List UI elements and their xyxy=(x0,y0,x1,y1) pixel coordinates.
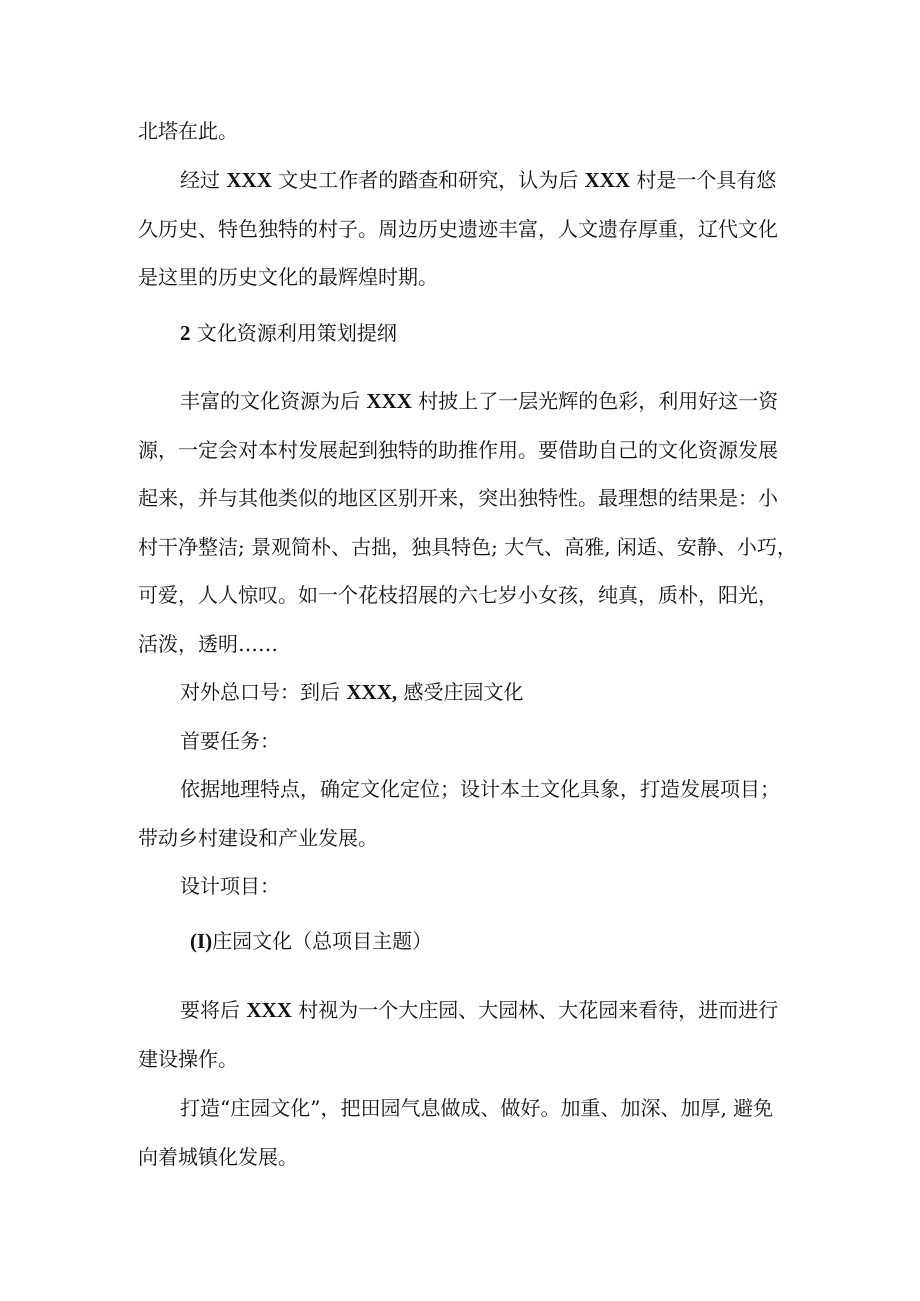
slogan-paragraph xyxy=(138,668,788,717)
text-line: 带动乡村建设和产业发展。 xyxy=(138,825,378,850)
paragraph-culture xyxy=(138,1084,788,1181)
text-line: 要将后 XXX 村视为一个大庄园、大园林、大花园来看待，进而进行 xyxy=(180,998,779,1022)
text-line: 北塔在此。 xyxy=(138,119,238,143)
text-line: 向着城镇化发展。 xyxy=(138,1144,298,1169)
text-line: 久历史、特色独特的村子。周边历史遗迹丰富，人文遗存厚重，辽代文化 xyxy=(138,216,778,241)
section-heading-1 xyxy=(138,917,788,966)
paragraph-estate xyxy=(138,986,788,1083)
text-line: 首要任务： xyxy=(180,729,280,753)
text-line: 可爱，人人惊叹。如一个花枝招展的六七岁小女孩，纯真，质朴，阳光， xyxy=(138,583,778,607)
text-line: 对外总口号：到后 XXX, 感受庄园文化 xyxy=(180,680,524,704)
text-line: 源，一定会对本村发展起到独特的助推作用。要借助自己的文化资源发展 xyxy=(138,437,778,462)
text-line: 经过 XXX 文史工作者的踏查和研究，认为后 XXX 村是一个具有悠 xyxy=(180,168,777,192)
text-line: 丰富的文化资源为后 XXX 村披上了一层光辉的色彩，利用好这一资 xyxy=(180,389,779,413)
text-line: 活泼，透明…… xyxy=(138,631,278,656)
section-heading-2 xyxy=(138,309,788,358)
text-line: 设计项目： xyxy=(180,874,280,898)
text-line: 建设操作。 xyxy=(138,1046,238,1071)
design-items-label xyxy=(138,862,788,911)
paragraph-tasks xyxy=(138,765,788,862)
text-line: 依据地理特点，确定文化定位；设计本土文化具象，打造发展项目； xyxy=(180,777,780,801)
paragraph-survey xyxy=(138,156,788,302)
heading-line: (I)庄园文化（总项目主题） xyxy=(190,929,433,953)
paragraph-resources xyxy=(138,377,797,668)
text-line: 起来，并与其他类似的地区区别开来，突出独特性。最理想的结果是：小 xyxy=(138,486,778,510)
primary-task-label xyxy=(138,717,788,766)
text-line: 打造“庄园文化”，把田园气息做成、做好。加重、加深、加厚, 避免 xyxy=(180,1096,774,1120)
text-line: 村干净整洁; 景观简朴、古拙，独具特色; 大气、高雅, 闲适、安静、小巧， xyxy=(138,534,797,559)
paragraph-continuation xyxy=(138,107,788,156)
heading-line: 2 文化资源利用策划提纲 xyxy=(180,321,397,345)
text-line: 是这里的历史文化的最辉煌时期。 xyxy=(138,265,438,289)
